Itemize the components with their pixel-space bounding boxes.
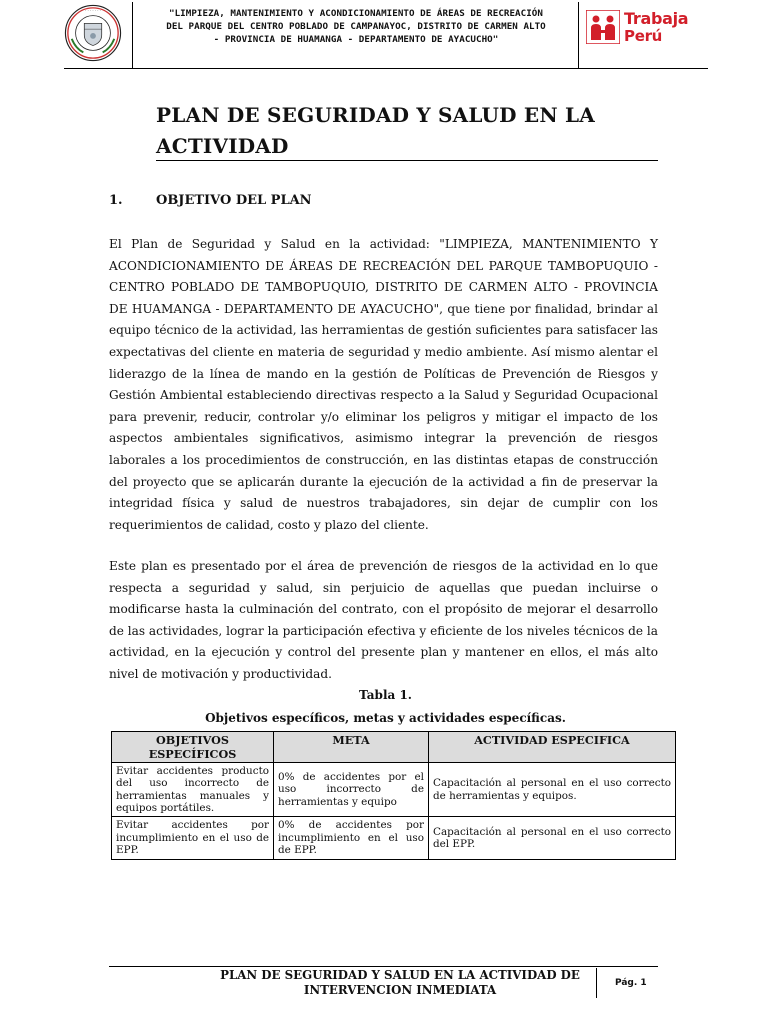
- section-number: 1.: [109, 193, 123, 208]
- svg-text:· · · · · · ·: · · · · · · ·: [85, 8, 101, 14]
- table-number: Tabla 1.: [359, 688, 412, 702]
- document-title: PLAN DE SEGURIDAD Y SALUD EN LA ACTIVIDAD: [156, 103, 595, 158]
- page-header: [0, 0, 768, 80]
- table-row: [112, 763, 676, 817]
- trabaja-peru-logo: [586, 8, 689, 48]
- objectives-table: [111, 731, 676, 860]
- brand-line-1: Trabaja: [624, 9, 689, 28]
- header-rule: [64, 68, 708, 69]
- section-title: OBJETIVO DEL PLAN: [156, 193, 312, 208]
- table-cell-goal: 0% de accidentes por el uso incorrecto de herramientas y equipo: [274, 763, 429, 817]
- header-actividad: ACTIVIDAD ESPECIFICA: [429, 732, 676, 763]
- municipal-seal-logo: [64, 4, 122, 62]
- header-project-title: "LIMPIEZA, MANTENIMIENTO Y ACONDICIONAMIENTO DE ÁREAS DE RECREACIÓN DEL PARQUE DEL CENTRO POBLADO DE CAMPANAYOC, DISTRITO DE CARMEN ALTO - PROVINCIA DE HUAMANGA - DEPARTAMENTO DE AYACUCHO": [166, 8, 546, 45]
- table-caption: Objetivos específicos, metas y actividades específicas.: [205, 711, 566, 725]
- table-cell-objective: Evitar accidentes por incumplimiento en el uso de EPP.: [112, 817, 274, 860]
- trabaja-peru-figures-icon: [586, 10, 620, 44]
- title-underline: [156, 160, 658, 161]
- table-cell-activity: Capacitación al personal en el uso correcto de herramientas y equipos.: [429, 763, 676, 817]
- table-row: [112, 817, 676, 860]
- page-number: Pág. 1: [615, 978, 647, 988]
- table-cell-goal: 0% de accidentes por incumplimiento en el uso de EPP.: [274, 817, 429, 860]
- footer-rule: [109, 966, 658, 967]
- footer-title: PLAN DE SEGURIDAD Y SALUD EN LA ACTIVIDAD DE INTERVENCION INMEDIATA: [220, 968, 580, 997]
- header-objetivos: OBJETIVOS ESPECÍFICOS: [112, 732, 274, 763]
- table-header-row: [112, 732, 676, 763]
- table-cell-objective: Evitar accidentes producto del uso incorrecto de herramientas manuales y equipos portátiles.: [112, 763, 274, 817]
- header-divider-left: [132, 2, 133, 68]
- header-divider-right: [578, 2, 579, 68]
- brand-line-2: Perú: [624, 27, 663, 45]
- footer-divider: [596, 968, 597, 998]
- header-meta: META: [274, 732, 429, 763]
- table-cell-activity: Capacitación al personal en el uso correcto del EPP.: [429, 817, 676, 860]
- objective-paragraph-1: El Plan de Seguridad y Salud en la actividad: "LIMPIEZA, MANTENIMIENTO Y ACONDICIONAMIENTO DE ÁREAS DE RECREACIÓN DEL PARQUE TAMBOPUQUIO - CENTRO POBLADO DE TAMBOPUQUIO, DISTRITO DE CARMEN ALTO - PROVINCIA DE HUAMANGA - DEPARTAMENTO DE AYACUCHO", que tiene por finalidad, brindar al equipo técnico de la actividad, las herramientas de gestión suficientes para satisfacer las expectativas del cliente en materia de seguridad y medio ambiente. Así mismo alentar el liderazgo de la línea de mando en la gestión de Políticas de Prevención de Riesgos y Gestión Ambiental estableciendo directivas respecto a la Salud y Seguridad Ocupacional para prevenir, reducir, controlar y/o eliminar los peligros y mitigar el impacto de los aspectos ambientales significativos, asimismo integrar la prevención de riesgos laborales a los procedimientos de construcción, en las distintas etapas de construcción del proyecto que se aplicarán durante la ejecución de la actividad a fin de preservar la integridad física y salud de nuestros trabajadores, sin dejar de cumplir con los requerimientos de calidad, costo y plazo del cliente.: [109, 237, 658, 532]
- objective-paragraph-2: Este plan es presentado por el área de prevención de riesgos de la actividad en lo que respecta a seguridad y salud, sin perjuicio de aquellas que puedan incluirse o modificarse hasta la culminación del contrato, con el propósito de mejorar el desarrollo de las actividades, lograr la participación efectiva y eficiente de los niveles técnicos de la actividad, en la ejecución y control del presente plan y mantener en ellos, el más alto nivel de motivación y productividad.: [109, 559, 658, 681]
